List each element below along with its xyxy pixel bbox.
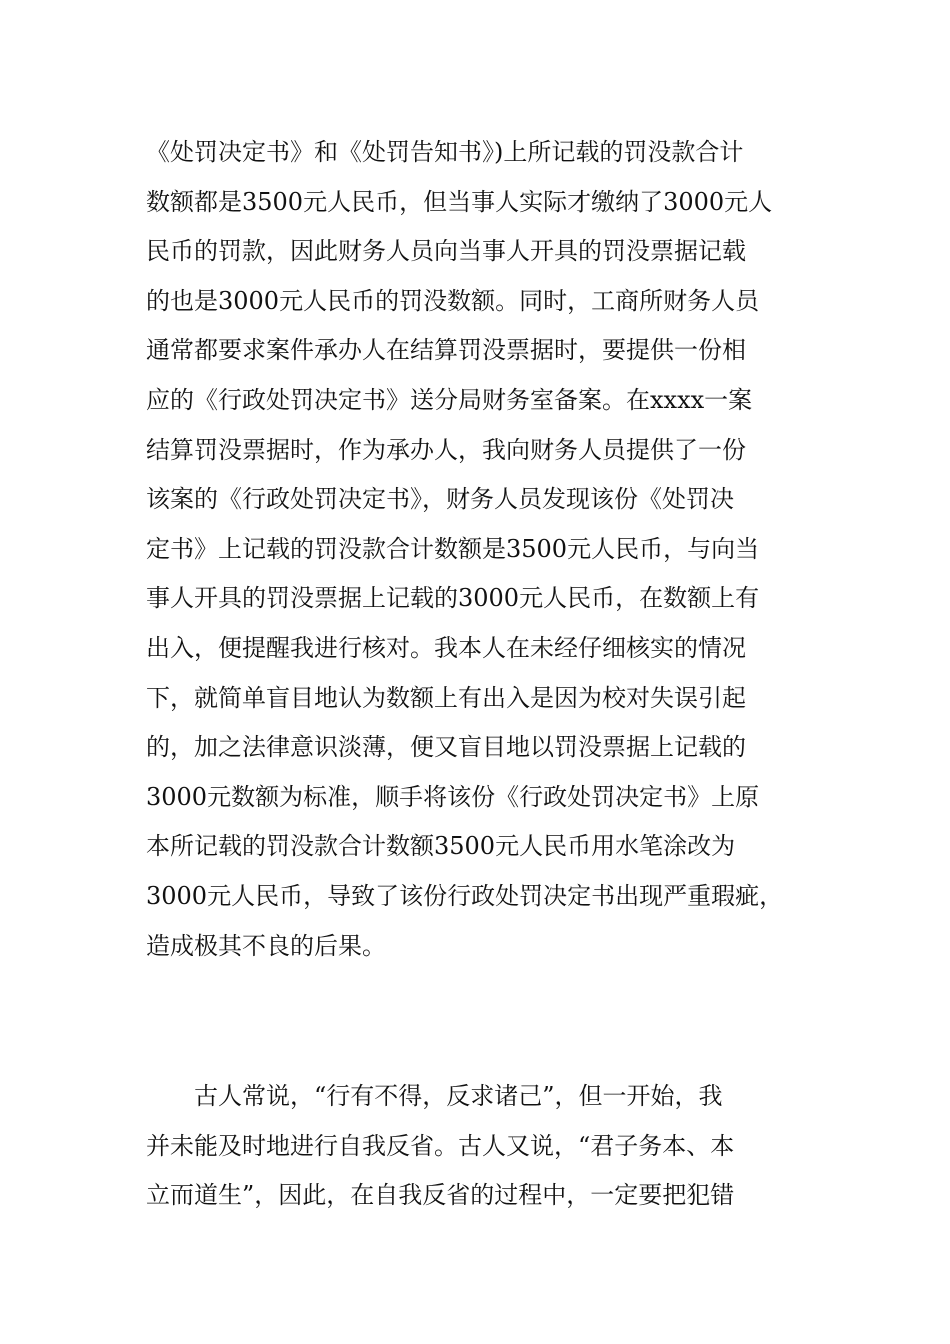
paragraph-line: 的，加之法律意识淡薄，便又盲目地以罚没票据上记载的 <box>146 733 746 762</box>
paragraph-line: 下，就简单盲目地认为数额上有出入是因为校对失误引起 <box>146 683 746 712</box>
paragraph-line-indented: 古人常说，“行有不得，反求诸己”，但一开始，我 <box>194 1082 723 1110</box>
paragraph-line: 出入，便提醒我进行核对。我本人在未经仔细核实的情况 <box>146 633 746 662</box>
paragraph-line: 3000元数额为标准，顺手将该份《行政处罚决定书》上原 <box>146 782 760 811</box>
paragraph-line: 数额都是3500元人民币，但当事人实际才缴纳了3000元人 <box>146 187 773 216</box>
paragraph-line: 《处罚决定书》和《处罚告知书》)上所记载的罚没款合计 <box>146 138 744 166</box>
paragraph-1 <box>146 128 806 971</box>
paragraph-line: 并未能及时地进行自我反省。古人又说，“君子务本、本 <box>146 1131 735 1160</box>
paragraph-line: 该案的《行政处罚决定书》，财务人员发现该份《处罚决 <box>146 485 734 514</box>
paragraph-2 <box>146 1072 806 1221</box>
paragraph-line: 民币的罚款，因此财务人员向当事人开具的罚没票据记载 <box>146 237 746 266</box>
paragraph-line: 本所记载的罚没款合计数额3500元人民币用水笔涂改为 <box>146 832 736 861</box>
paragraph-line: 3000元人民币，导致了该份行政处罚决定书出现严重瑕疵， <box>146 881 784 910</box>
paragraph-line: 定书》上记载的罚没款合计数额是3500元人民币，与向当 <box>146 534 760 563</box>
paragraph-line: 立而道生”，因此，在自我反省的过程中，一定要把犯错 <box>146 1181 735 1210</box>
paragraph-line: 结算罚没票据时，作为承办人，我向财务人员提供了一份 <box>146 435 746 464</box>
paragraph-line: 应的《行政处罚决定书》送分局财务室备案。在xxxx一案 <box>146 385 753 414</box>
paragraph-line: 的也是3000元人民币的罚没数额。同时，工商所财务人员 <box>146 286 760 315</box>
paragraph-line: 造成极其不良的后果。 <box>146 931 386 960</box>
paragraph-line: 通常都要求案件承办人在结算罚没票据时，要提供一份相 <box>146 336 746 365</box>
paragraph-line: 事人开具的罚没票据上记载的3000元人民币，在数额上有 <box>146 584 760 613</box>
